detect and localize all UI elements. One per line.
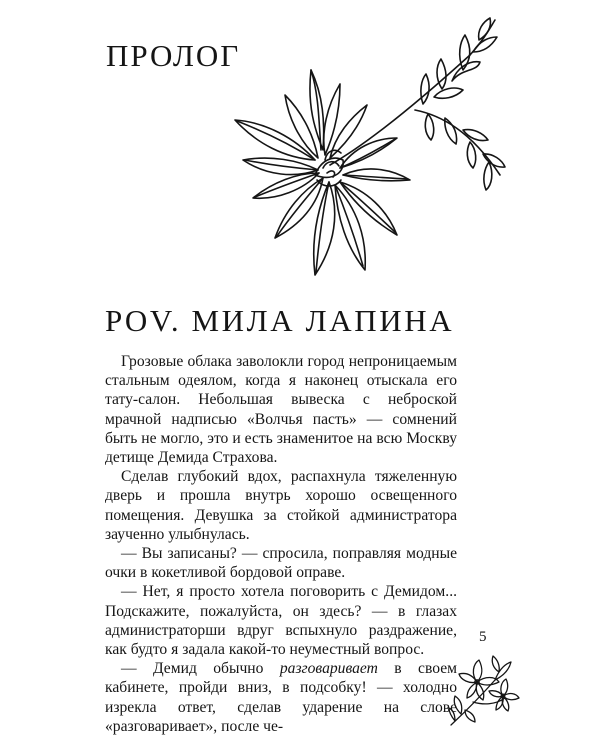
chapter-heading: POV. МИЛА ЛАПИНА: [105, 303, 455, 338]
prologue-heading: ПРОЛОГ: [106, 38, 241, 73]
paragraph: Грозовые облака заволокли город непроницаемым стальным одеялом, когда я наконец отыскала его тату-салон. Небольшая вывеска с неброской мрачной надписью «Волчья пасть» — сомнений быть не могло, это и есть знаменитое на всю Москву детище Демида Страхова.: [105, 353, 457, 467]
small-flower-sprig-illustration-icon: [443, 650, 523, 730]
paragraph-text: в своем кабинете, пройди вниз, в подсобку! — холодно изрекла ответ, сделав ударение на слове «разговаривает», после че-: [105, 660, 457, 735]
paragraph-text: — Демид обычно: [121, 660, 280, 678]
emphasized-word: разговаривает: [279, 660, 378, 678]
paragraph: Сделав глубокий вдох, распахнула тяжеленную дверь и прошла внутрь хорошо освещенного помещения. Девушка за стойкой администратора заученно улыбнулась.: [105, 468, 457, 543]
paragraph: [105, 659, 457, 736]
magnolia-flower-illustration-icon: [215, 10, 515, 285]
chapter-text: [105, 352, 457, 736]
paragraph: — Вы записаны? — спросила, поправляя модные очки в кокетливой бордовой оправе.: [105, 545, 457, 582]
page-number: 5: [479, 629, 487, 645]
paragraph: — Нет, я просто хотела поговорить с Демидом... Подскажите, пожалуйста, он здесь? — в глазах администраторши вдруг вспыхнуло раздражение, как будто я задала какой-то неуместный вопрос.: [105, 583, 457, 659]
